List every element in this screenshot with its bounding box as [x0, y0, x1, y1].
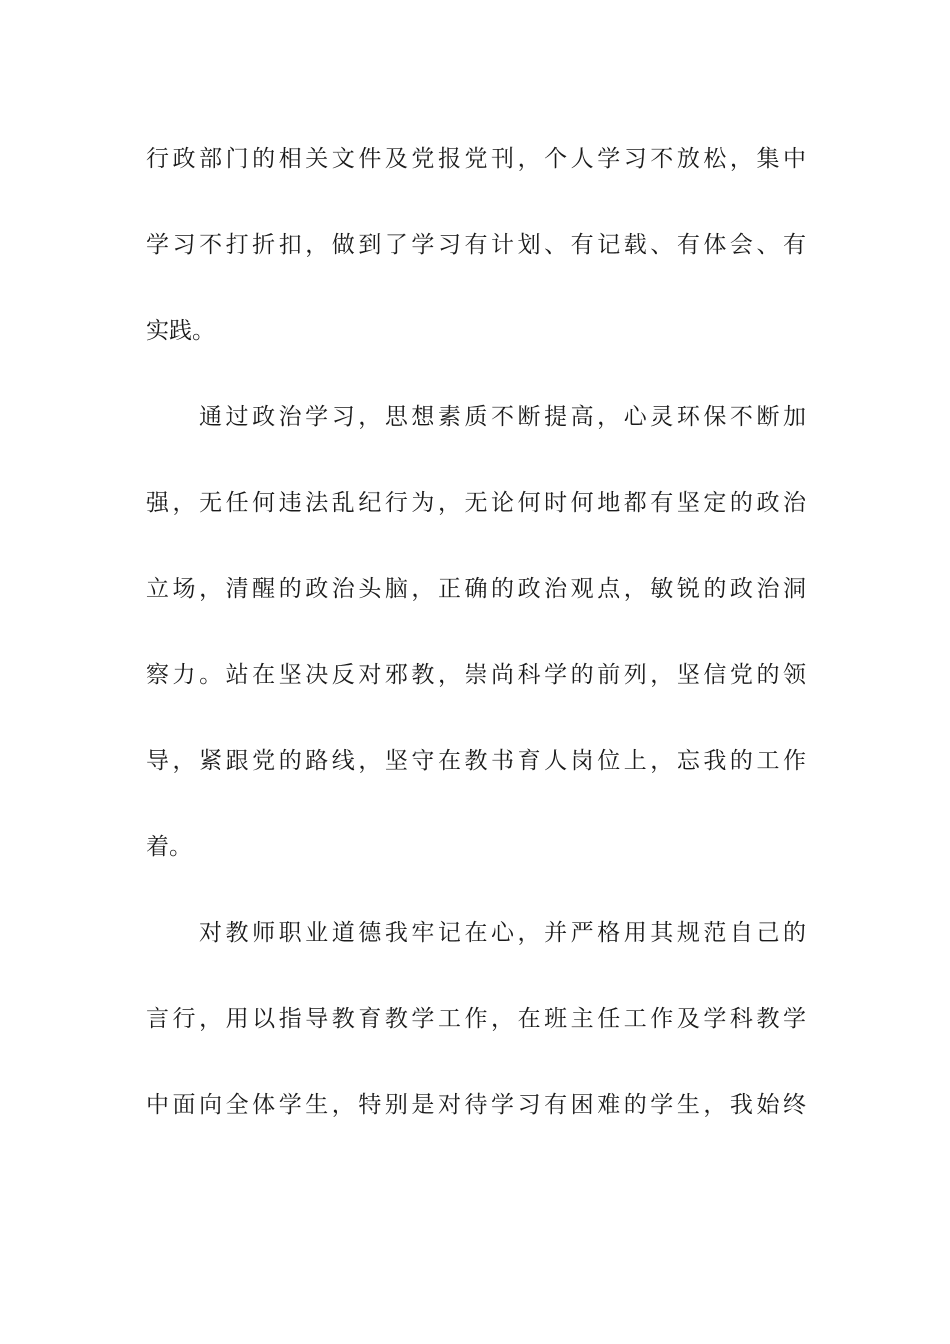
text-line: 学习不打折扣，做到了学习有计划、有记载、有体会、有	[146, 232, 806, 258]
text-line: 着。	[146, 834, 192, 860]
text-line: 言行，用以指导教育教学工作，在班主任工作及学科教学	[146, 1006, 806, 1032]
text-line: 强，无任何违法乱纪行为，无论何时何地都有坚定的政治	[146, 490, 806, 516]
paragraph-first-line: 对教师职业道德我牢记在心，并严格用其规范自己的	[199, 920, 806, 946]
paragraph-first-line: 通过政治学习，思想素质不断提高，心灵环保不断加	[199, 404, 806, 430]
text-line: 实践。	[146, 318, 215, 344]
text-line: 立场，清醒的政治头脑，正确的政治观点，敏锐的政治洞	[146, 576, 806, 602]
text-line: 导，紧跟党的路线，坚守在教书育人岗位上，忘我的工作	[146, 748, 806, 774]
text-line: 察力。站在坚决反对邪教，崇尚科学的前列，坚信党的领	[146, 662, 806, 688]
text-line: 中面向全体学生，特别是对待学习有困难的学生，我始终	[146, 1092, 806, 1118]
text-line: 行政部门的相关文件及党报党刊，个人学习不放松，集中	[146, 146, 806, 172]
